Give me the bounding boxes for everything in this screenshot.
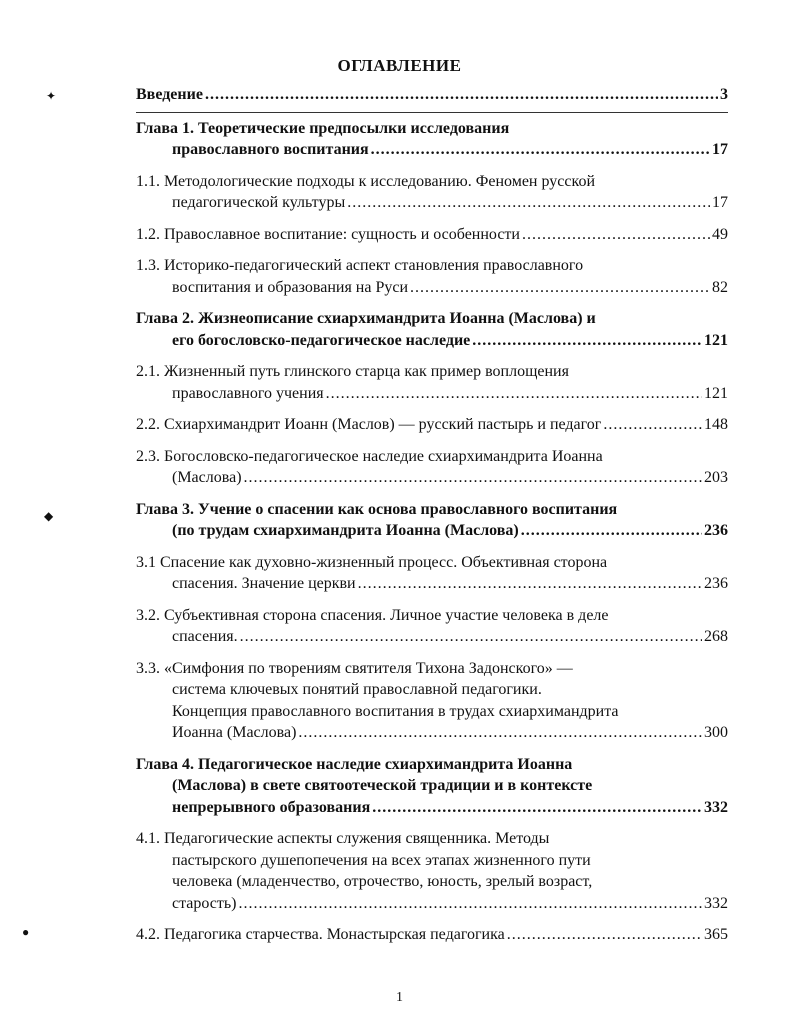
toc-entry-text: (Маслова) [172, 469, 242, 486]
dot-leader [410, 277, 710, 299]
toc-chapter-entry[interactable] [136, 118, 728, 161]
toc-entry-text: Введение [136, 86, 203, 103]
toc-page-number: 332 [704, 894, 728, 912]
toc-entry-leader-line [136, 224, 728, 246]
toc-entry-line: Глава 4. Педагогическое наследие схиархимандрита Иоанна [136, 755, 573, 773]
toc-page-number: 203 [704, 469, 728, 486]
toc-entry-leader-line [136, 573, 728, 595]
toc-page-number: 49 [712, 225, 728, 243]
toc-page-number: 121 [704, 384, 728, 402]
toc-entry-leader-line [136, 84, 728, 106]
toc-entry-leader-line [136, 330, 728, 352]
toc-entry-leader-line [136, 277, 728, 299]
toc-chapter-entry[interactable] [136, 754, 728, 819]
toc-section-entry[interactable] [136, 605, 728, 648]
toc-entry-text: православного воспитания [172, 141, 369, 158]
scan-mark-3: ● [22, 925, 30, 939]
toc-entry-text: 2.2. Схиархимандрит Иоанн (Маслов) — русский пастырь и педагог [136, 416, 602, 433]
toc-entry-text: старость) [172, 894, 237, 912]
toc-page-number: 236 [704, 522, 728, 539]
toc-entry-leader-line [136, 797, 728, 819]
toc-entry-leader-line [136, 139, 728, 161]
toc-page-number: 148 [704, 416, 728, 433]
toc-entry-leader-line [136, 467, 728, 489]
toc-entry-leader-line [136, 520, 728, 542]
toc-entry-line: система ключевых понятий православной педагогики. [172, 681, 542, 698]
toc-entry-leader-line [136, 626, 728, 648]
toc-chapter-entry[interactable] [136, 499, 728, 542]
page-title: ОГЛАВЛЕНИЕ [337, 56, 462, 75]
toc-page-number: 17 [712, 141, 728, 158]
dot-leader [507, 924, 702, 946]
toc-entry-text: педагогической культуры [172, 194, 346, 211]
toc-entry-leader-line [136, 414, 728, 436]
toc-page-number: 332 [704, 798, 728, 816]
toc-section-entry[interactable] [136, 255, 728, 298]
toc-entry-line: человека (младенчество, отрочество, юность, зрелый возраст, [172, 873, 593, 890]
table-of-contents [136, 84, 728, 956]
dot-leader [521, 520, 702, 542]
toc-entry-line: Глава 2. Жизнеописание схиархимандрита Иоанна (Маслова) и [136, 310, 596, 327]
toc-entry-line: 3.3. «Симфония по творениям святителя Тихона Задонского» — [136, 659, 573, 677]
toc-entry-line: 3.1 Спасение как духовно-жизненный процесс. Объективная сторона [136, 553, 608, 571]
dot-leader [240, 626, 702, 648]
toc-entry-line: (Маслова) в свете святоотеческой традиции и в контексте [172, 777, 593, 794]
toc-entry-line: Глава 1. Теоретические предпосылки исследования [136, 119, 510, 137]
toc-entry-line: 1.3. Историко-педагогический аспект становления православного [136, 257, 584, 274]
toc-entry-leader-line [136, 383, 728, 405]
toc-page-number: 82 [712, 278, 728, 296]
toc-section-entry[interactable] [136, 414, 728, 436]
toc-page-number: 365 [704, 926, 728, 943]
toc-entry-leader-line [136, 192, 728, 214]
toc-entry-line: пастырского душепопечения на всех этапах жизненного пути [172, 851, 591, 869]
dot-leader [326, 383, 702, 405]
toc-page-number: 236 [704, 575, 728, 592]
toc-section-entry[interactable] [136, 446, 728, 489]
toc-entry-text: Иоанна (Маслова) [172, 724, 297, 741]
toc-entry-line: Концепция православного воспитания в трудах схиархимандрита [172, 702, 619, 720]
toc-page-number: 121 [704, 331, 728, 349]
dot-leader [603, 414, 702, 436]
toc-entry-text: православного учения [172, 384, 324, 402]
toc-entry-line: 3.2. Субъективная сторона спасения. Личное участие человека в деле [136, 606, 609, 624]
dot-leader [522, 224, 710, 246]
toc-entry-text: непрерывного образования [172, 798, 371, 816]
toc-entry-text: воспитания и образования на Руси [172, 278, 409, 296]
toc-section-entry[interactable] [136, 552, 728, 595]
toc-entry-text: (по трудам схиархимандрита Иоанна (Маслова) [172, 522, 519, 539]
toc-page-number: 300 [704, 724, 728, 741]
toc-entry-leader-line [136, 722, 728, 744]
toc-entry-line: 2.1. Жизненный путь глинского старца как пример воплощения [136, 363, 569, 380]
toc-entry-leader-line [136, 924, 728, 946]
toc-page-number: 3 [720, 86, 728, 103]
dot-leader [472, 330, 702, 352]
dot-leader [239, 893, 702, 915]
dot-leader [358, 573, 702, 595]
toc-entry-line: 4.1. Педагогические аспекты служения священника. Методы [136, 830, 550, 847]
toc-section-entry[interactable] [136, 224, 728, 246]
page-number: 1 [396, 990, 403, 1005]
dot-leader [347, 192, 710, 214]
toc-section-entry[interactable] [136, 828, 728, 914]
dot-leader [371, 139, 710, 161]
toc-entry-text: его богословско-педагогическое наследие [172, 331, 471, 349]
dot-leader [372, 797, 702, 819]
toc-page-number: 17 [712, 194, 728, 211]
toc-entry-text: спасения. [172, 628, 238, 645]
dot-leader [244, 467, 702, 489]
toc-entry-text: спасения. Значение церкви [172, 575, 356, 592]
divider [136, 112, 728, 113]
toc-entry-line: Глава 3. Учение о спасении как основа православного воспитания [136, 500, 618, 518]
toc-entry-line: 1.1. Методологические подходы к исследованию. Феномен русской [136, 172, 596, 190]
toc-section-entry[interactable] [136, 658, 728, 744]
toc-entry-leader-line [136, 893, 728, 915]
toc-chapter-entry[interactable] [136, 308, 728, 351]
toc-entry-line: 2.3. Богословско-педагогическое наследие схиархимандрита Иоанна [136, 447, 603, 465]
toc-page-number: 268 [704, 628, 728, 645]
dot-leader [298, 722, 702, 744]
toc-entry-text: 1.2. Православное воспитание: сущность и особенности [136, 225, 520, 243]
toc-entry-text: 4.2. Педагогика старчества. Монастырская педагогика [136, 926, 505, 943]
scan-mark-1: ✦ [46, 89, 57, 103]
dot-leader [205, 84, 718, 106]
toc-section-entry[interactable] [136, 171, 728, 214]
scan-mark-2: ◆ [44, 509, 54, 523]
toc-chapter-entry[interactable] [136, 84, 728, 106]
toc-section-entry[interactable] [136, 924, 728, 946]
toc-section-entry[interactable] [136, 361, 728, 404]
